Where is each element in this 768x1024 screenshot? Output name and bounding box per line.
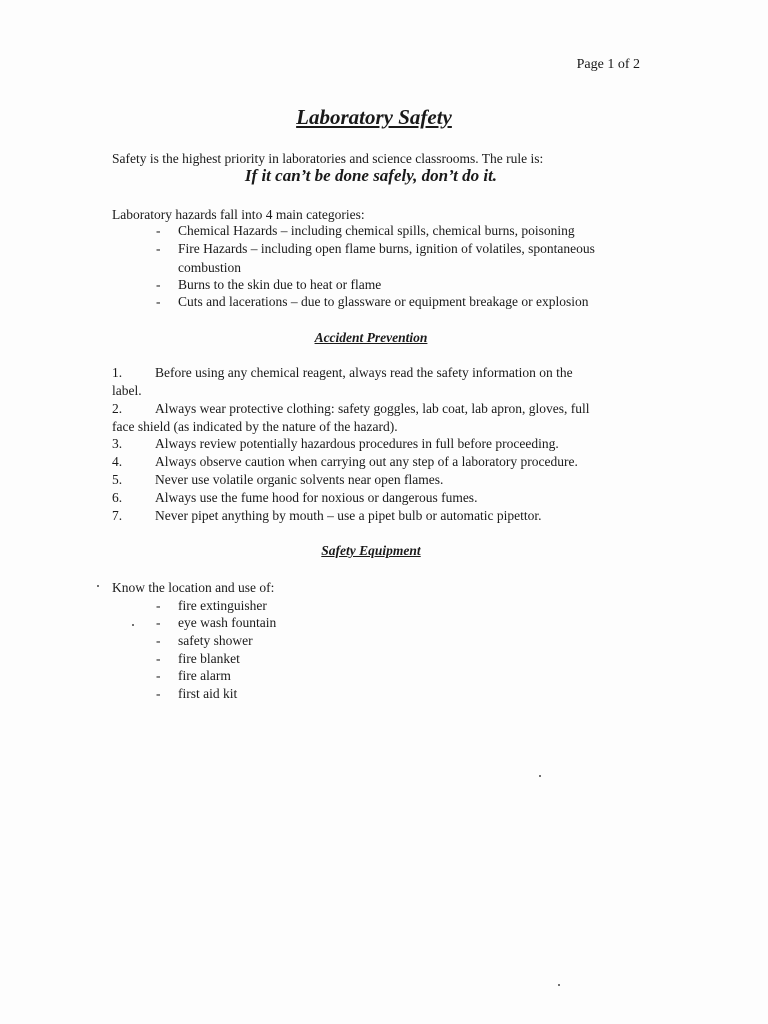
scan-speck: [539, 775, 541, 777]
item-number: 3.: [112, 436, 123, 451]
prevention-item-text: Before using any chemical reagent, always read the safety information on the: [155, 365, 573, 380]
page-title: Laboratory Safety: [296, 105, 452, 129]
scan-speck: [97, 585, 99, 587]
item-number: 5.: [112, 472, 123, 487]
equipment-item: safety shower: [178, 633, 253, 648]
item-number: 6.: [112, 490, 123, 505]
equipment-intro: Know the location and use of:: [112, 580, 275, 595]
hazard-burns: Burns to the skin due to heat or flame: [178, 277, 382, 292]
list-bullet: -: [156, 241, 161, 256]
safety-rule: If it can’t be done safely, don’t do it.: [244, 166, 498, 185]
hazard-chemical: Chemical Hazards – including chemical spills, chemical burns, poisoning: [178, 223, 575, 238]
equipment-item: fire blanket: [178, 651, 240, 666]
prevention-item-text: Never use volatile organic solvents near open flames.: [155, 472, 444, 487]
accident-prevention-heading: Accident Prevention: [314, 330, 428, 345]
list-bullet: -: [156, 651, 161, 666]
equipment-item: eye wash fountain: [178, 615, 277, 630]
scan-speck: [558, 984, 560, 986]
prevention-item-text: Always use the fume hood for noxious or dangerous fumes.: [155, 490, 478, 505]
hazard-cuts: Cuts and lacerations – due to glassware or equipment breakage or explosion: [178, 294, 589, 309]
prevention-item-cont: label.: [112, 383, 142, 398]
list-bullet: -: [156, 277, 161, 292]
hazards-intro: Laboratory hazards fall into 4 main categories:: [112, 207, 365, 222]
prevention-item-text: Always wear protective clothing: safety goggles, lab coat, lab apron, gloves, full: [155, 401, 590, 416]
prevention-item-cont: face shield (as indicated by the nature of the hazard).: [112, 419, 398, 434]
hazard-fire: Fire Hazards – including open flame burns, ignition of volatiles, spontaneous: [178, 241, 595, 256]
list-bullet: -: [156, 668, 161, 683]
list-bullet: -: [156, 615, 161, 630]
safety-equipment-heading: Safety Equipment: [321, 543, 421, 558]
list-bullet: -: [156, 294, 161, 309]
scan-speck: [132, 624, 134, 626]
list-bullet: -: [156, 223, 161, 238]
equipment-item: first aid kit: [178, 686, 238, 701]
hazard-fire-cont: combustion: [178, 260, 241, 275]
page-number: Page 1 of 2: [576, 57, 640, 72]
list-bullet: -: [156, 598, 161, 613]
prevention-item-text: Never pipet anything by mouth – use a pipet bulb or automatic pipettor.: [155, 508, 542, 523]
list-bullet: -: [156, 633, 161, 648]
equipment-item: fire alarm: [178, 668, 231, 683]
prevention-item-text: Always observe caution when carrying out any step of a laboratory procedure.: [155, 454, 578, 469]
list-bullet: -: [156, 686, 161, 701]
equipment-item: fire extinguisher: [178, 598, 267, 613]
item-number: 2.: [112, 401, 123, 416]
prevention-item-text: Always review potentially hazardous procedures in full before proceeding.: [155, 436, 559, 451]
item-number: 7.: [112, 508, 123, 523]
item-number: 1.: [112, 365, 123, 380]
item-number: 4.: [112, 454, 123, 469]
intro-text: Safety is the highest priority in laboratories and science classrooms. The rule is:: [112, 151, 544, 166]
